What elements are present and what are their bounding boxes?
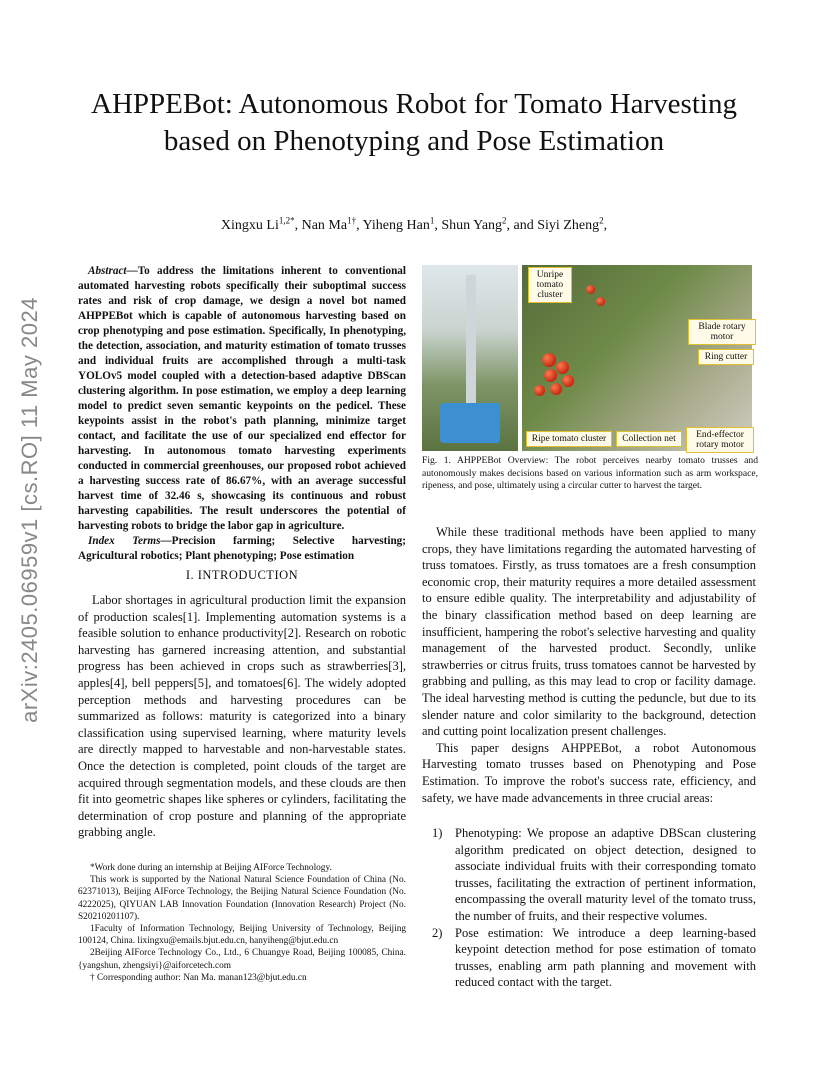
label-ring: Ring cutter	[698, 349, 754, 365]
author: Nan Ma	[301, 218, 348, 233]
arxiv-id: arXiv:2405.06959v1 [cs.RO] 11 May 2024	[17, 297, 42, 723]
abstract-text: —To address the limitations inherent to conventional automated harvesting robots specifically their suboptimal success rates and risk of crop damage, we design a novel bot named AHPPEBot which is capable of autonomous harvesting based on crop phenotyping and pose estimation. Specifically, In phenotyping, the detection, association, and maturity estimation of tomato trusses and individual fruits are accomplished through a multi-task YOLOv5 model coupled with a detection-based adaptive DBScan clustering algorithm. In pose estimation, we employ a deep learning model to predict seven semantic keypoints on the pedicel. These keypoints assist in the robot's path planning, minimize target contact, and facilitate the use of our specialized end effector for harvesting. In autonomous tomato harvesting experiments conducted in commercial greenhouses, our proposed robot achieved a harvesting success rate of 86.67%, with an average successful harvest time of 32.46 s, showcasing its continuous and robust harvesting capabilities. The result underscores the potential of harvesting robots to bridge the labor gap in agriculture.	[78, 265, 406, 532]
paragraph: Labor shortages in agricultural production limit the expansion of production scales[1]. Implementing automation systems is a feasible solution to enhance productivity[2]. Research on robotic harvesting has garnered increasing attention, and substantial progress has been achieved in crops such as strawberries[3], apples[4], bell peppers[5], and tomatoes[6]. The widely adopted perception methods and harvesting procedures can be summarized as follows: maturity is categorized into a binary classification using supervised learning, where maturity levels are directly mapped to harvestable and non-harvestable states. Once the detection is completed, point clouds of the target are acquired through segmentation models, and these clouds are then fit into geometric shapes like spheres or cylinders, facilitating the determination of crop posture and planning of the appropriate grabbing angle.	[78, 593, 406, 840]
tomato-fruit	[544, 369, 557, 382]
author: Shun Yang	[441, 218, 503, 233]
tomato-fruit	[596, 297, 605, 306]
footnote: *Work done during an internship at Beijing AIForce Technology.	[90, 863, 332, 873]
footnote: † Corresponding author: Nan Ma. manan123@bjut.edu.cn	[90, 972, 307, 983]
contribution-list	[422, 825, 756, 991]
list-item: 1) Phenotyping: We propose an adaptive DBScan clustering algorithm predicated on object detection, designed to associate individual fruits with their corresponding tomato trusses, facilitating the extraction of pertinent information, encompassing the overall maturity level of the tomato truss, the number of fruits, and their respective volumes.	[432, 826, 756, 923]
figure-caption: Fig. 1. AHPPEBot Overview: The robot perceives nearby tomato trusses and autonomously makes decisions based on various information such as arm workspace, ripeness, and pose, ultimately using a circular cutter to harvest the target.	[422, 455, 758, 492]
author: and Siyi Zheng	[513, 218, 600, 233]
index-terms-label: Index Terms	[88, 535, 161, 547]
footnote: This work is supported by the National Natural Science Foundation of China (No. 62371013), Beijing AIForce Technology, the Beijing Natural Science Foundation (No. 4222025), QIYUAN LAB Innovation Foundation (Innovation Research) Project (No. S20210201107).	[78, 875, 406, 922]
footnote: 1Faculty of Information Technology, Beijing University of Technology, Beijing 100124, China. lixingxu@emails.bjut.edu.cn, hanyiheng@bjut.edu.cn	[78, 924, 406, 947]
abstract-label: Abstract	[88, 265, 127, 277]
paragraph: While these traditional methods have been applied to many crops, they have limitations regarding the automated harvesting of truss tomatoes. Firstly, as truss tomatoes are a fresh consumption economic crop, their maturity requires a more detailed assessment to ensure edible quality. The interpretability and adjustability of the binary classification method based on deep learning are insufficient, hampering the robot's selective harvesting and quality management of the harvested product. Secondly, unlike strawberries or citrus fruits, truss tomatoes cannot be harvested by grabbing and pulling, as this may lead to crop or facility damage. The ideal harvesting method is cutting the peduncle, but due to its slender nature and color similarity to the background, detection and cutting point localization present challenges.	[422, 525, 756, 739]
footnotes	[78, 862, 406, 984]
index-terms: —Precision farming; Selective harvesting; Agricultural robotics; Plant phenotyping; Pose estimation	[78, 535, 406, 562]
paragraph: This paper designs AHPPEBot, a robot Autonomous Harvesting tomato trusses based on Phenotyping and Pose Estimation. To improve the robot's success rate, efficiency, and safety, we have made advancements in three crucial areas:	[422, 740, 756, 805]
introduction-text	[78, 592, 406, 841]
section-heading: I. INTRODUCTION	[185, 568, 299, 582]
author: Xingxu Li	[220, 218, 279, 233]
tomato-fruit	[542, 353, 556, 367]
tomato-fruit	[586, 285, 595, 294]
footnote: 2Beijing AIForce Technology Co., Ltd., 6 Chuangye Road, Beijing 100085, China. {yangshun, zhengsiyi}@aiforcetech.com	[78, 948, 406, 971]
robot-base	[440, 403, 500, 443]
tomato-fruit	[562, 375, 574, 387]
paper-title: AHPPEBot: Autonomous Robot for Tomato Harvesting based on Phenotyping and Pose Estimation	[91, 88, 737, 157]
author-list: Xingxu $Li^{1,2*}$, Nan $Ma^{1\dagger}$, Yiheng Han$^1$, Shun Yang$^2$, and Siyi Zheng$^2$,	[220, 215, 608, 233]
tomato-fruit	[550, 383, 562, 395]
tomato-fruit	[556, 361, 569, 374]
label-blade: Blade rotary motor	[688, 319, 756, 345]
arxiv-sidebar	[10, 270, 50, 750]
robot-photo	[422, 265, 518, 451]
tomato-fruit	[534, 385, 545, 396]
right-column-text	[422, 524, 756, 806]
label-net: Collection net	[616, 431, 682, 447]
label-ripe: Ripe tomato cluster	[526, 431, 612, 447]
author: Yiheng Han	[362, 218, 430, 233]
list-item: 2) Pose estimation: We introduce a deep learning-based keypoint detection method for pose estimation of tomato trusses, enabling arm path planning and movement with reduced contact with the target.	[432, 925, 756, 990]
abstract	[78, 264, 406, 564]
figure-1	[422, 265, 752, 451]
label-end: End-effector rotary motor	[686, 427, 754, 453]
label-unripe: Unripe tomato cluster	[528, 267, 572, 303]
